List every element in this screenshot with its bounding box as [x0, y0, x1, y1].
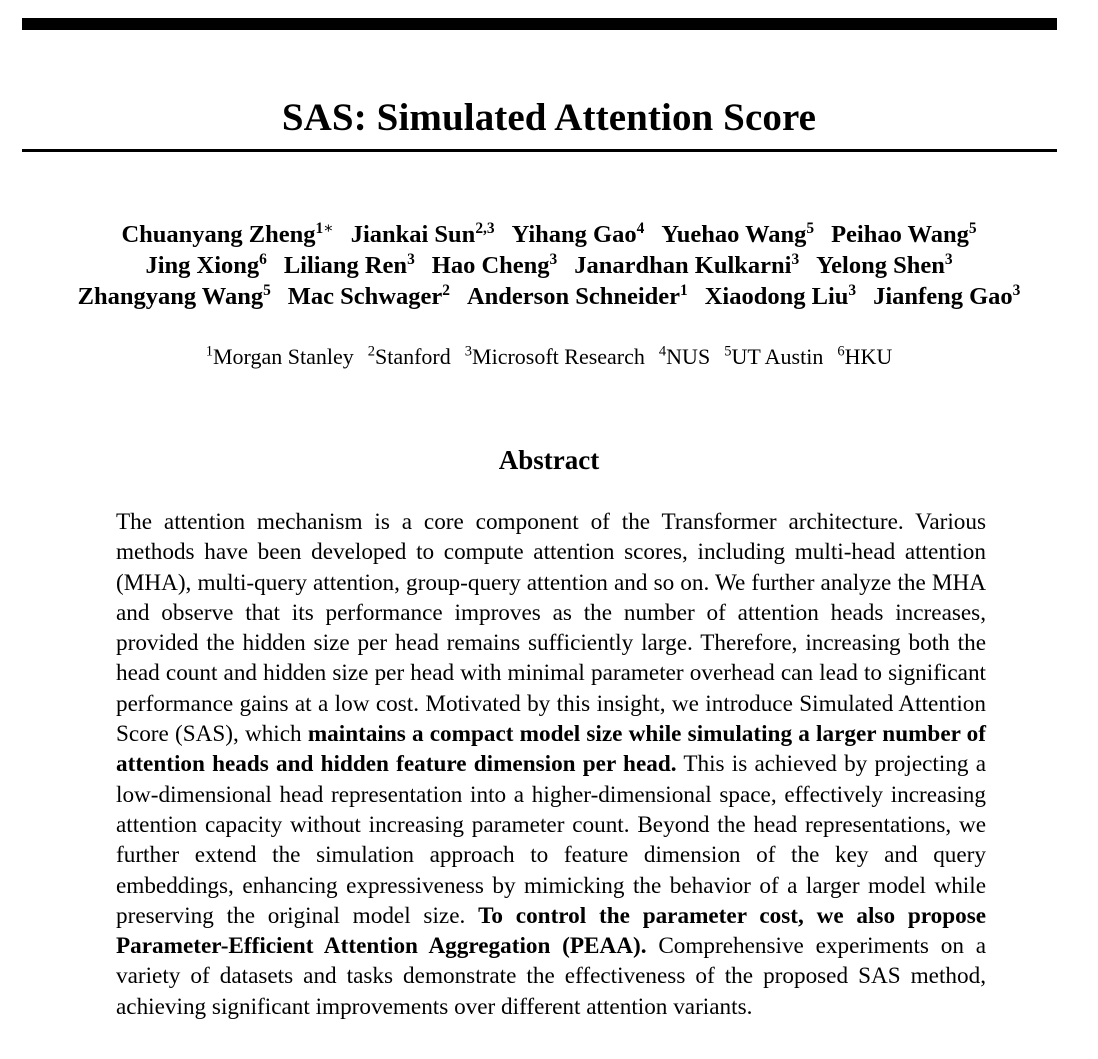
author-name: Chuanyang Zheng$^{1∗}$: [121, 219, 334, 248]
abstract-emphasis: To control the parameter cost, we also propose Parameter-Efficient Attention Aggregation (PEAA).: [116, 902, 987, 960]
abstract-emphasis: maintains a compact model size while simulating a larger number of attention heads and hidden feature dimension per head.: [116, 721, 986, 778]
author-affiliation-marker: 3: [944, 250, 953, 268]
header-rule-thin: [22, 149, 1057, 152]
header-rule-thick: [22, 18, 1057, 30]
author-affiliation-marker: 6: [259, 250, 267, 268]
affiliation-marker: 4: [658, 343, 667, 360]
author-line: [0, 250, 1098, 281]
author-affiliation-marker: 4: [636, 219, 645, 237]
abstract-text: Comprehensive experiments on a variety of datasets and tasks demonstrate the effectiveness of the proposed SAS method, achieving significant improvements over different attention variants.: [116, 933, 986, 1020]
affiliation-item: $^2$Stanford: [367, 343, 451, 369]
author-affiliation-marker: 3: [848, 281, 857, 299]
author-name: Mac Schwager$^2$: [287, 281, 450, 310]
affiliation-marker: 6: [837, 343, 845, 360]
author-affiliation-marker: 5: [968, 219, 977, 237]
author-name: Yelong Shen$^3$: [816, 250, 953, 279]
abstract-text: The attention mechanism is a core component of the Transformer architecture. Various methods have been developed to compute attention scores, including multi-head attention (MHA), multi-query attention, group-query attention and so on. We further analyze the MHA and observe that its performance improves as the number of attention heads increases, provided the hidden size per head remains sufficiently large. Therefore, increasing both the head count and hidden size per head with minimal parameter overhead can lead to significant performance gains at a low cost. Motivated by this insight, we introduce Simulated Attention Score (SAS), which: [116, 509, 986, 748]
affiliation-item: $^5$UT Austin: [724, 343, 824, 369]
corresponding-author-marker: ∗: [323, 219, 334, 237]
affiliation-item: $^6$HKU: [837, 343, 893, 369]
author-affiliation-marker: 2,3: [475, 219, 495, 237]
affiliation-marker: 3: [464, 343, 473, 360]
author-affiliation-marker: 5: [263, 281, 271, 299]
author-affiliation-marker: 5: [806, 219, 815, 237]
author-name: Peihao Wang$^5$: [831, 219, 977, 248]
author-name: Xiaodong Liu$^3$: [704, 281, 857, 310]
author-name: Anderson Schneider$^1$: [466, 281, 688, 310]
author-affiliation-marker: 1: [680, 281, 688, 299]
author-name: Liliang Ren$^3$: [283, 250, 415, 279]
author-name: Janardhan Kulkarni$^3$: [574, 250, 800, 279]
author-name: Jiankai Sun$^{2,3}$: [350, 219, 495, 248]
affiliation-item: $^3$Microsoft Research: [464, 343, 645, 369]
affiliation-block: [0, 343, 1098, 371]
affiliation-item: $^1$Morgan Stanley: [205, 343, 354, 369]
author-affiliation-marker: 3: [1012, 281, 1021, 299]
abstract-text: This is achieved by projecting a low-dimensional head representation into a higher-dimensional space, effectively increasing attention capacity without increasing parameter count. Beyond the head representations, we further extend the simulation approach to feature dimension of the key and query embeddings, enhancing expressiveness by mimicking the behavior of a larger model while preserving the original model size.: [116, 751, 986, 929]
author-line: [0, 219, 1098, 250]
abstract-body: [116, 507, 986, 1022]
affiliation-marker: 1: [205, 343, 213, 360]
page-title: SAS: Simulated Attention Score: [281, 96, 817, 140]
author-block: [0, 219, 1098, 312]
author-name: Yihang Gao$^4$: [511, 219, 645, 248]
author-name: Jianfeng Gao$^3$: [873, 281, 1021, 310]
author-affiliation-marker: 3: [549, 250, 558, 268]
author-affiliation-marker: 3: [407, 250, 415, 268]
author-affiliation-marker: 2: [442, 281, 450, 299]
affiliation-marker: 2: [367, 343, 375, 360]
author-affiliation-marker: 3: [791, 250, 800, 268]
abstract-heading: Abstract: [498, 445, 600, 475]
author-affiliation-marker: 1: [315, 219, 324, 237]
author-name: Zhangyang Wang$^5$: [77, 281, 271, 310]
author-name: Hao Cheng$^3$: [431, 250, 558, 279]
author-line: [0, 281, 1098, 312]
author-name: Yuehao Wang$^5$: [661, 219, 815, 248]
affiliation-marker: 5: [724, 343, 732, 360]
author-name: Jing Xiong$^6$: [145, 250, 267, 279]
affiliation-item: $^4$NUS: [658, 343, 711, 369]
